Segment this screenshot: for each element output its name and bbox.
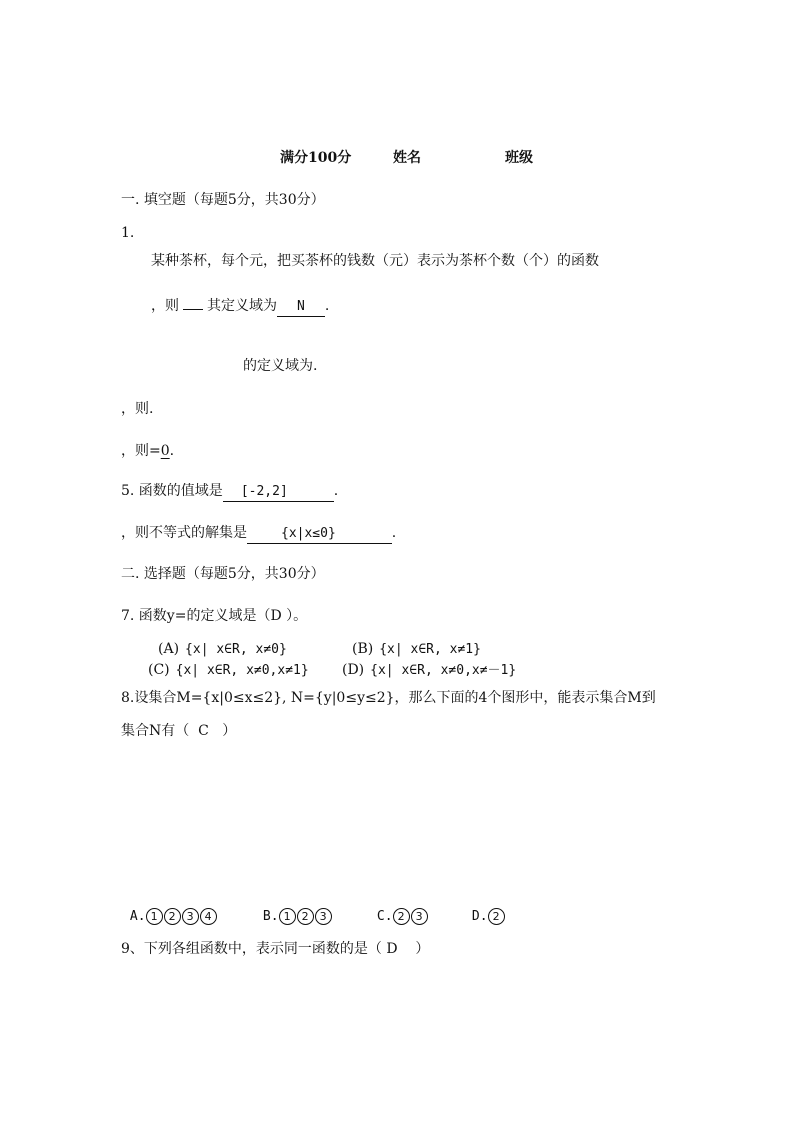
q1-line2 [151, 296, 329, 317]
q7-option-a-text: {x| x∈R, x≠0} [185, 642, 287, 657]
q8-choice-d-label: D. [471, 909, 488, 924]
q7-option-b-text: {x| x∈R, x≠1} [379, 642, 481, 657]
q1-line2-b: 其定义域为 [207, 298, 277, 314]
q7-option-c [148, 661, 309, 680]
q7-option-c-text: {x| x∈R, x≠0,x≠1} [175, 663, 309, 678]
q8-choice-b-label: B. [262, 909, 279, 924]
circled-1-icon: 1 [146, 908, 163, 925]
q7-option-d-text: {x| x∈R, x≠0,x≠－1} [370, 663, 517, 678]
q1-text: 某种茶杯，每个元，把买茶杯的钱数（元）表示为茶杯个数（个）的函数 [151, 253, 599, 269]
circled-3-icon: 3 [182, 908, 199, 925]
q7-option-a [158, 640, 287, 659]
q8-choice-a-label: A. [129, 909, 146, 924]
q8-choice-b [254, 889, 333, 926]
q8-line1: 8.设集合M={x|0≤x≤2}, N={y|0≤y≤2}，那么下面的4个图形中，能表示集合M到 [121, 690, 656, 706]
q7-option-b [352, 640, 481, 659]
q4-answer: 0 [160, 443, 170, 459]
q6-end: . [391, 525, 397, 541]
circled-2-icon: 2 [164, 908, 181, 925]
q1-end: . [324, 298, 330, 314]
q5-prefix: 5. 函数的值域是 [121, 483, 223, 499]
q4-prefix: ，则= [121, 443, 161, 459]
q7-option-c-label: (C) [148, 662, 170, 678]
q5-answer-text: [-2,2] [240, 484, 288, 499]
circled-1-icon: 1 [279, 908, 296, 925]
q5-answer [223, 482, 334, 502]
score-label: 满分100分 [280, 150, 352, 166]
circled-2-icon: 2 [488, 908, 505, 925]
section1-title: 一. 填空题（每题5分，共30分） [121, 192, 325, 208]
q7-option-a-label: (A) [158, 641, 180, 657]
q1-number: 1. [121, 225, 135, 241]
q6-text [121, 524, 396, 544]
circled-4-icon: 4 [200, 908, 217, 925]
q6-answer-text: {x|x≤0} [281, 526, 336, 541]
q1-blank1 [183, 296, 203, 310]
q8-choice-c [368, 889, 429, 926]
q7-option-b-label: (B) [352, 641, 374, 657]
q6-answer [247, 524, 392, 544]
q4-end: . [169, 443, 175, 459]
q5-text [121, 482, 338, 502]
q1-answer-text: N [297, 299, 305, 314]
circled-3-icon: 3 [411, 908, 428, 925]
circled-2-icon: 2 [393, 908, 410, 925]
q1-line2-a: ，则 [151, 298, 179, 314]
q7-stem: 7. 函数y=的定义域是（D ）。 [121, 608, 308, 624]
section2-title: 二. 选择题（每题5分，共30分） [121, 566, 325, 582]
name-label: 姓名 [393, 150, 421, 166]
q1-answer [277, 297, 325, 317]
circled-3-icon: 3 [315, 908, 332, 925]
q8-choice-d [463, 889, 506, 926]
class-label: 班级 [505, 150, 533, 166]
q2-text: 的定义域为. [243, 358, 318, 374]
q3-text: ，则. [121, 401, 154, 417]
q8-line2: 集合N有（ C ） [121, 723, 237, 739]
q8-choice-a [121, 889, 218, 926]
circled-2-icon: 2 [297, 908, 314, 925]
q5-end: . [333, 483, 339, 499]
q7-option-d [342, 661, 516, 680]
q6-prefix: ，则不等式的解集是 [121, 525, 247, 541]
q9-text: 9、下列各组函数中，表示同一函数的是（ D ） [121, 941, 430, 957]
q7-option-d-label: (D) [342, 662, 365, 678]
q4-text [121, 442, 174, 460]
q8-choice-c-label: C. [376, 909, 393, 924]
